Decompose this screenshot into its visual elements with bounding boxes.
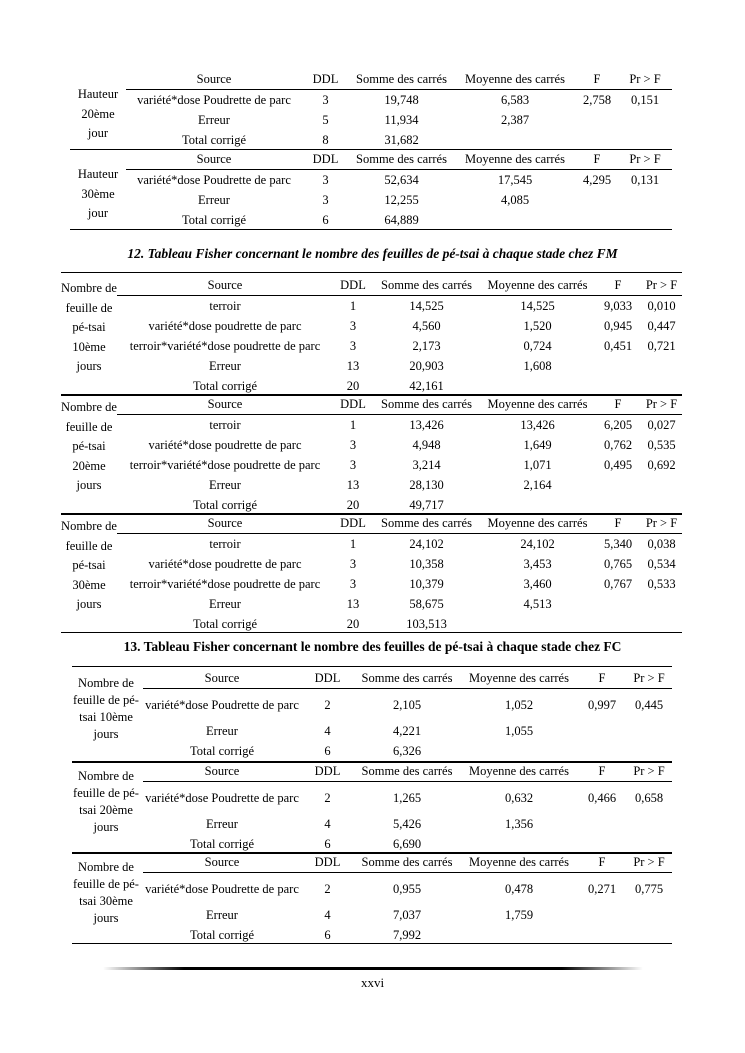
- source-cell: Total corrigé: [189, 928, 255, 942]
- source-cell: Total corrigé: [181, 133, 247, 147]
- f-cell: [576, 210, 618, 230]
- header-cell: F: [576, 69, 618, 90]
- source-cell: variété*dose poudrette de parc: [148, 557, 302, 571]
- header-cell: Pr > F: [618, 149, 672, 170]
- ddl-cell: 4: [324, 724, 331, 738]
- ddl-cell: 1: [349, 418, 357, 432]
- header-cell: Pr > F: [626, 761, 672, 782]
- table-row: [143, 834, 672, 854]
- source-cell: variété*dose Poudrette de parc: [145, 881, 299, 896]
- ddl-cell: 3: [322, 173, 329, 187]
- source-cell: Erreur: [206, 908, 238, 922]
- header-cell: DDL: [302, 149, 349, 170]
- table-top-rule: [72, 666, 672, 667]
- table-row: [117, 554, 682, 574]
- header-cell: Somme des carrés: [349, 149, 454, 170]
- p-cell: 0,038: [647, 537, 676, 551]
- table-row: [126, 190, 672, 210]
- table-row: [117, 455, 682, 475]
- f-cell: 2,758: [582, 93, 612, 107]
- source-cell: Erreur: [198, 193, 230, 207]
- anova-table: [143, 668, 672, 761]
- table-row: [143, 905, 672, 925]
- f-cell: [576, 190, 618, 210]
- table-caption-12: 12. Tableau Fisher concernant le nombre des feuilles de pé-tsai à chaque stade chez FM: [127, 246, 618, 261]
- header-cell: Moyenne des carrés: [480, 394, 595, 415]
- ms-cell: 4,085: [500, 193, 530, 207]
- anova-table: [117, 513, 682, 634]
- p-cell: 0,533: [647, 577, 676, 591]
- header-cell: Pr > F: [641, 513, 682, 534]
- source-cell: Erreur: [209, 478, 241, 492]
- table-header-row: [143, 761, 672, 782]
- table-row: [143, 721, 672, 741]
- header-cell: DDL: [333, 513, 373, 534]
- header-cell: Source: [126, 69, 302, 90]
- ss-cell: 58,675: [409, 597, 444, 611]
- source-cell: terroir*variété*dose poudrette de parc: [129, 458, 321, 472]
- ss-cell: 2,173: [412, 339, 441, 353]
- table-header-row: [126, 149, 672, 170]
- header-cell: DDL: [301, 852, 354, 873]
- header-cell: Source: [143, 761, 301, 782]
- ss-cell: 4,948: [412, 438, 441, 452]
- ms-cell: 1,759: [504, 908, 534, 922]
- source-cell: variété*dose Poudrette de parc: [145, 790, 299, 805]
- p-cell: [626, 834, 672, 854]
- p-cell: [641, 614, 682, 634]
- table-row: [126, 170, 672, 191]
- block-label: Nombre de feuille de pé-tsai 20ème jours: [73, 769, 139, 834]
- source-cell: Erreur: [209, 597, 241, 611]
- header-cell: F: [578, 761, 626, 782]
- table-row: [117, 316, 682, 336]
- p-cell: [641, 495, 682, 515]
- f-cell: 0,762: [603, 438, 633, 452]
- table-row: [143, 741, 672, 761]
- table-row: [143, 782, 672, 815]
- table-row: [126, 210, 672, 230]
- p-cell: 0,445: [634, 698, 664, 712]
- ms-cell: 24,102: [520, 537, 555, 551]
- ss-cell: 1,265: [392, 791, 422, 805]
- header-cell: DDL: [301, 668, 354, 689]
- ss-cell: 7,037: [392, 908, 422, 922]
- ms-cell: 1,071: [523, 458, 552, 472]
- source-cell: variété*dose poudrette de parc: [148, 319, 302, 333]
- ss-cell: 42,161: [409, 379, 444, 393]
- ss-cell: 5,426: [392, 817, 422, 831]
- ms-cell: [460, 741, 578, 761]
- ms-cell: [480, 376, 595, 396]
- p-cell: 0,027: [647, 418, 676, 432]
- table-row: [143, 873, 672, 906]
- p-cell: [618, 130, 672, 150]
- p-cell: [626, 741, 672, 761]
- header-cell: Pr > F: [626, 852, 672, 873]
- f-cell: 4,295: [582, 173, 612, 187]
- f-cell: 5,340: [603, 537, 633, 551]
- p-cell: [618, 110, 672, 130]
- source-cell: terroir*variété*dose poudrette de parc: [129, 339, 321, 353]
- header-cell: Pr > F: [641, 275, 682, 296]
- ddl-cell: 20: [346, 617, 360, 631]
- table-header-row: [126, 69, 672, 90]
- f-cell: [578, 721, 626, 741]
- source-cell: Erreur: [198, 113, 230, 127]
- header-cell: F: [595, 275, 641, 296]
- header-cell: Source: [117, 275, 333, 296]
- block-label: Nombre de feuille de pé-tsai 10ème jours: [73, 676, 139, 741]
- ddl-cell: 6: [324, 744, 331, 758]
- f-cell: [595, 614, 641, 634]
- f-cell: [578, 834, 626, 854]
- f-cell: 0,451: [603, 339, 633, 353]
- ms-cell: [480, 614, 595, 634]
- f-cell: 0,765: [603, 557, 633, 571]
- table-row: [117, 296, 682, 317]
- p-cell: 0,535: [647, 438, 676, 452]
- table-row: [126, 90, 672, 111]
- table-row: [117, 336, 682, 356]
- f-cell: [576, 110, 618, 130]
- ss-cell: 4,221: [392, 724, 422, 738]
- anova-table: [117, 275, 682, 396]
- table-bottom-rule: [72, 943, 672, 944]
- table-row: [143, 689, 672, 722]
- source-cell: Total corrigé: [192, 617, 258, 631]
- ddl-cell: 3: [349, 557, 357, 571]
- ddl-cell: 13: [346, 597, 360, 611]
- f-cell: 6,205: [603, 418, 633, 432]
- ss-cell: 7,992: [392, 928, 422, 942]
- header-cell: Moyenne des carrés: [460, 761, 578, 782]
- block-label: Nombre de feuille de pé-tsai 20ème jours: [61, 400, 117, 492]
- p-cell: [641, 475, 682, 495]
- ms-cell: 0,632: [504, 791, 534, 805]
- ddl-cell: 3: [349, 458, 357, 472]
- f-cell: [578, 925, 626, 945]
- f-cell: 0,495: [603, 458, 633, 472]
- table-row: [117, 356, 682, 376]
- table-row: [117, 574, 682, 594]
- p-cell: 0,775: [634, 882, 664, 896]
- ms-cell: [460, 834, 578, 854]
- ddl-cell: 8: [322, 133, 329, 147]
- header-cell: F: [578, 668, 626, 689]
- source-cell: terroir: [209, 537, 241, 551]
- table-row: [117, 495, 682, 515]
- header-cell: DDL: [333, 275, 373, 296]
- f-cell: [578, 814, 626, 834]
- block-label: Nombre de feuille de pé-tsai 30ème jours: [61, 519, 117, 611]
- table-row: [117, 376, 682, 396]
- ss-cell: 19,748: [384, 93, 419, 107]
- f-cell: [595, 594, 641, 614]
- f-cell: 0,997: [587, 698, 617, 712]
- source-cell: terroir: [209, 299, 241, 313]
- table-header-row: [117, 394, 682, 415]
- ddl-cell: 4: [324, 817, 331, 831]
- header-cell: Somme des carrés: [354, 761, 460, 782]
- ddl-cell: 6: [322, 213, 329, 227]
- table-header-row: [143, 852, 672, 873]
- p-cell: 0,721: [647, 339, 676, 353]
- p-cell: [641, 376, 682, 396]
- header-cell: DDL: [302, 69, 349, 90]
- header-cell: Source: [117, 513, 333, 534]
- ddl-cell: 20: [346, 498, 360, 512]
- p-cell: [641, 594, 682, 614]
- table-row: [117, 534, 682, 555]
- source-cell: variété*dose Poudrette de parc: [137, 93, 291, 107]
- footer-rule: [103, 967, 643, 970]
- table-caption-13: 13. Tableau Fisher concernant le nombre des feuilles de pé-tsai à chaque stade chez FC: [123, 639, 622, 654]
- ddl-cell: 6: [324, 928, 331, 942]
- ss-cell: 24,102: [409, 537, 444, 551]
- table-header-row: [117, 513, 682, 534]
- ddl-cell: 13: [346, 478, 360, 492]
- ms-cell: 2,164: [523, 478, 552, 492]
- p-cell: [618, 210, 672, 230]
- header-cell: F: [595, 513, 641, 534]
- f-cell: 0,466: [587, 791, 617, 805]
- table-header-row: [117, 275, 682, 296]
- header-cell: F: [578, 852, 626, 873]
- header-cell: Somme des carrés: [354, 668, 460, 689]
- anova-table: [143, 761, 672, 854]
- header-cell: DDL: [333, 394, 373, 415]
- header-cell: Source: [117, 394, 333, 415]
- ms-cell: 1,055: [504, 724, 534, 738]
- header-cell: Moyenne des carrés: [460, 852, 578, 873]
- ms-cell: 17,545: [497, 173, 533, 187]
- header-cell: Pr > F: [641, 394, 682, 415]
- ms-cell: 13,426: [520, 418, 555, 432]
- ddl-cell: 20: [346, 379, 360, 393]
- ms-cell: 3,453: [523, 557, 552, 571]
- source-cell: Total corrigé: [181, 213, 247, 227]
- header-cell: DDL: [301, 761, 354, 782]
- table-row: [117, 475, 682, 495]
- table-row: [117, 415, 682, 436]
- ddl-cell: 2: [324, 791, 331, 805]
- ms-cell: 14,525: [520, 299, 555, 313]
- f-cell: [595, 376, 641, 396]
- header-cell: Pr > F: [626, 668, 672, 689]
- ms-cell: [480, 495, 595, 515]
- p-cell: 0,534: [647, 557, 676, 571]
- source-cell: terroir: [209, 418, 241, 432]
- header-cell: Pr > F: [618, 69, 672, 90]
- table-row: [126, 130, 672, 150]
- ms-cell: 3,460: [523, 577, 552, 591]
- table-top-rule: [61, 272, 682, 273]
- anova-table: [126, 69, 672, 150]
- block-label: Hauteur 20ème jour: [77, 87, 119, 140]
- p-cell: [626, 721, 672, 741]
- ddl-cell: 1: [349, 537, 357, 551]
- ss-cell: 28,130: [409, 478, 444, 492]
- ms-cell: 0,478: [504, 882, 534, 896]
- source-cell: Total corrigé: [189, 837, 255, 851]
- source-cell: Total corrigé: [192, 379, 258, 393]
- header-cell: Source: [143, 852, 301, 873]
- ss-cell: 11,934: [384, 113, 419, 127]
- header-cell: Somme des carrés: [354, 852, 460, 873]
- p-cell: [641, 356, 682, 376]
- header-cell: Moyenne des carrés: [460, 668, 578, 689]
- header-cell: Source: [126, 149, 302, 170]
- f-cell: 0,271: [587, 882, 617, 896]
- ss-cell: 2,105: [392, 698, 422, 712]
- ss-cell: 64,889: [384, 213, 419, 227]
- header-cell: Somme des carrés: [373, 275, 480, 296]
- table-row: [143, 925, 672, 945]
- header-cell: Moyenne des carrés: [480, 513, 595, 534]
- ms-cell: [454, 210, 576, 230]
- f-cell: [578, 905, 626, 925]
- source-cell: Erreur: [206, 724, 238, 738]
- p-cell: [618, 190, 672, 210]
- page-number: xxvi: [360, 975, 385, 990]
- ms-cell: 1,608: [523, 359, 552, 373]
- ss-cell: 4,560: [412, 319, 441, 333]
- ddl-cell: 3: [349, 438, 357, 452]
- source-cell: variété*dose Poudrette de parc: [145, 697, 299, 712]
- ss-cell: 20,903: [409, 359, 444, 373]
- ddl-cell: 13: [346, 359, 360, 373]
- ms-cell: 2,387: [500, 113, 530, 127]
- table-row: [126, 110, 672, 130]
- ms-cell: [460, 925, 578, 945]
- ddl-cell: 6: [324, 837, 331, 851]
- p-cell: [626, 814, 672, 834]
- ddl-cell: 3: [349, 339, 357, 353]
- ss-cell: 3,214: [412, 458, 441, 472]
- source-cell: Total corrigé: [189, 744, 255, 758]
- table-row: [143, 814, 672, 834]
- ddl-cell: 3: [349, 577, 357, 591]
- ddl-cell: 3: [322, 93, 329, 107]
- ss-cell: 10,358: [409, 557, 444, 571]
- table-row: [117, 614, 682, 634]
- block-label: Nombre de feuille de pé-tsai 30ème jours: [73, 860, 139, 925]
- p-cell: 0,658: [634, 791, 664, 805]
- ddl-cell: 3: [349, 319, 357, 333]
- anova-table: [117, 394, 682, 515]
- header-cell: F: [595, 394, 641, 415]
- table-bottom-rule: [70, 229, 672, 230]
- ss-cell: 14,525: [409, 299, 444, 313]
- ddl-cell: 4: [324, 908, 331, 922]
- source-cell: Total corrigé: [192, 498, 258, 512]
- ss-cell: 31,682: [384, 133, 419, 147]
- p-cell: 0,010: [647, 299, 676, 313]
- block-label: Nombre de feuille de pé-tsai 10ème jours: [61, 281, 117, 373]
- ms-cell: 1,649: [523, 438, 552, 452]
- source-cell: variété*dose poudrette de parc: [148, 438, 302, 452]
- ss-cell: 6,326: [392, 744, 422, 758]
- ms-cell: 0,724: [523, 339, 552, 353]
- ms-cell: 4,513: [523, 597, 552, 611]
- anova-table: [126, 149, 672, 230]
- ss-cell: 52,634: [384, 173, 419, 187]
- header-cell: Somme des carrés: [373, 394, 480, 415]
- ss-cell: 12,255: [384, 193, 419, 207]
- table-row: [117, 594, 682, 614]
- source-cell: Erreur: [206, 817, 238, 831]
- ss-cell: 103,513: [406, 617, 447, 631]
- f-cell: 0,767: [603, 577, 633, 591]
- f-cell: [578, 741, 626, 761]
- f-cell: 0,945: [603, 319, 633, 333]
- f-cell: [595, 475, 641, 495]
- ss-cell: 0,955: [392, 882, 422, 896]
- p-cell: [626, 905, 672, 925]
- f-cell: 9,033: [603, 299, 633, 313]
- p-cell: 0,447: [647, 319, 676, 333]
- table-row: [117, 435, 682, 455]
- ms-cell: 1,052: [504, 698, 534, 712]
- ddl-cell: 2: [324, 698, 331, 712]
- source-cell: terroir*variété*dose poudrette de parc: [129, 577, 321, 591]
- f-cell: [595, 356, 641, 376]
- ss-cell: 49,717: [409, 498, 444, 512]
- header-cell: Moyenne des carrés: [454, 69, 576, 90]
- source-cell: Erreur: [209, 359, 241, 373]
- p-cell: 0,131: [630, 173, 660, 187]
- header-cell: F: [576, 149, 618, 170]
- ms-cell: 1,356: [504, 817, 534, 831]
- f-cell: [576, 130, 618, 150]
- ss-cell: 13,426: [409, 418, 444, 432]
- table-bottom-rule: [61, 632, 682, 633]
- ms-cell: 1,520: [523, 319, 552, 333]
- ddl-cell: 2: [324, 882, 331, 896]
- table-header-row: [143, 668, 672, 689]
- header-cell: Source: [143, 668, 301, 689]
- ss-cell: 6,690: [392, 837, 422, 851]
- p-cell: 0,151: [630, 93, 660, 107]
- header-cell: Somme des carrés: [373, 513, 480, 534]
- anova-table: [143, 852, 672, 945]
- source-cell: variété*dose Poudrette de parc: [137, 173, 291, 187]
- ddl-cell: 3: [322, 193, 329, 207]
- ss-cell: 10,379: [409, 577, 444, 591]
- ddl-cell: 1: [349, 299, 357, 313]
- ddl-cell: 5: [322, 113, 329, 127]
- ms-cell: 6,583: [500, 93, 530, 107]
- p-cell: 0,692: [647, 458, 676, 472]
- f-cell: [595, 495, 641, 515]
- header-cell: Somme des carrés: [349, 69, 454, 90]
- p-cell: [626, 925, 672, 945]
- block-label: Hauteur 30ème jour: [77, 167, 119, 220]
- header-cell: Moyenne des carrés: [454, 149, 576, 170]
- header-cell: Moyenne des carrés: [480, 275, 595, 296]
- ms-cell: [454, 130, 576, 150]
